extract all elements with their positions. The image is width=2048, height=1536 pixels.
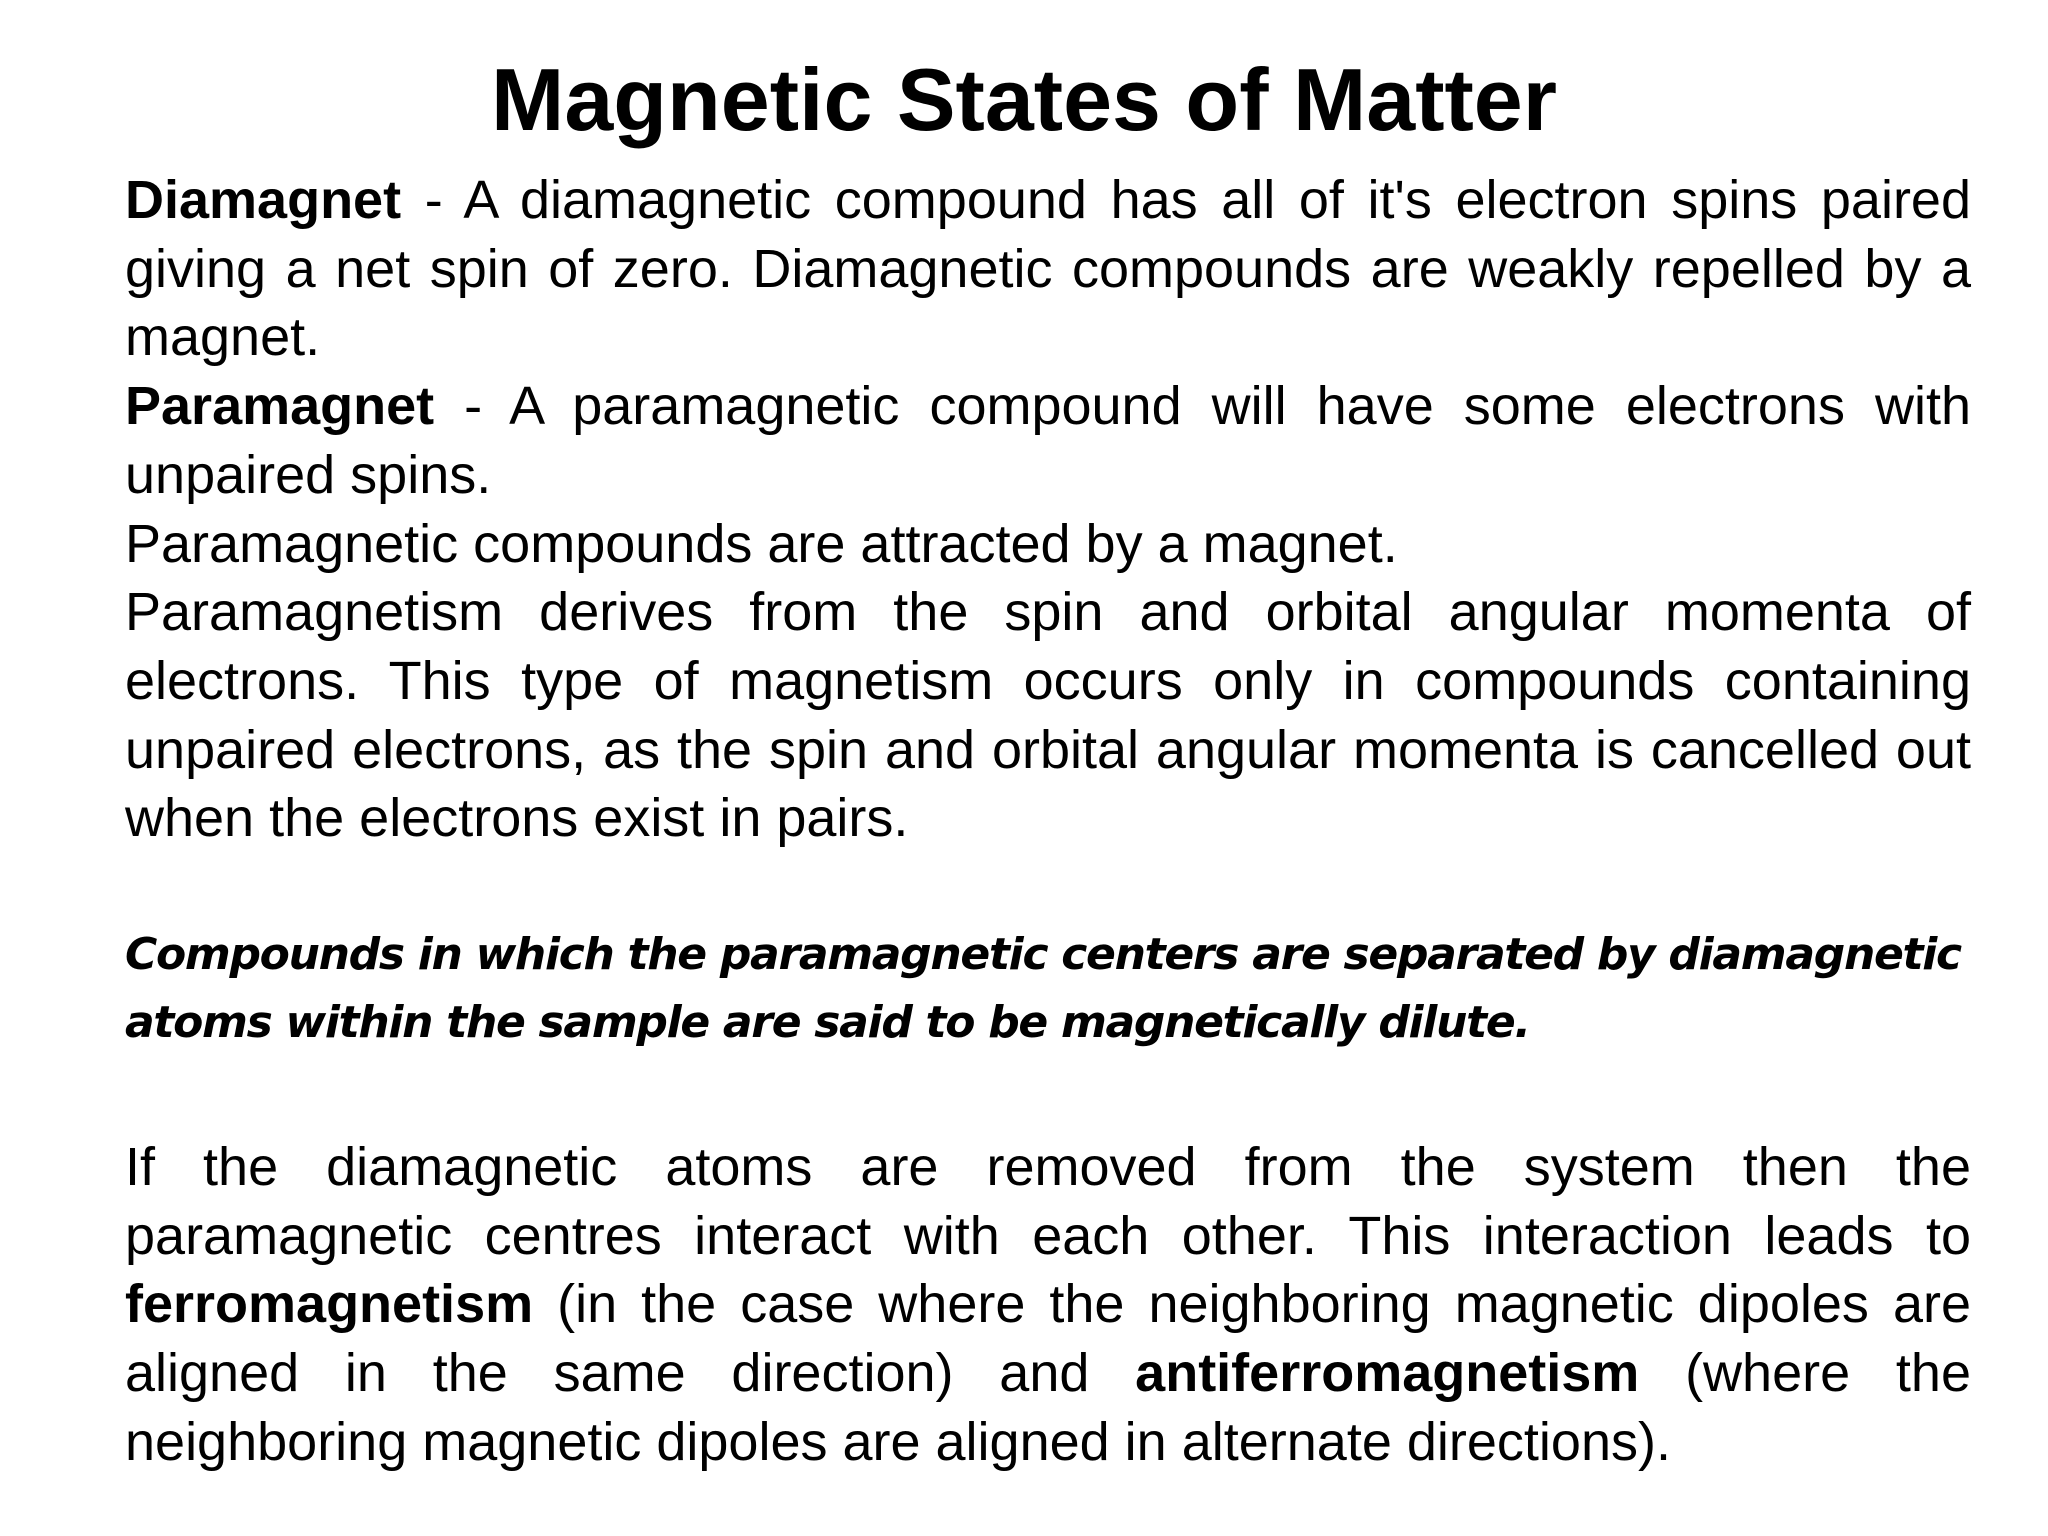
paramagnetic-attraction-text: Paramagnetic compounds are attracted by a magnet. — [125, 513, 1398, 574]
interaction-text-1: If the diamagnetic atoms are removed from the system then the paramagnetic centres interact with each other. This interaction leads to — [125, 1137, 1971, 1266]
interaction-text-3: (where the neighboring magnetic dipoles are aligned in alternate directions). — [125, 1343, 1971, 1472]
slide-title: Magnetic States of Matter — [491, 50, 1557, 149]
spacer — [125, 1057, 1971, 1133]
spacer — [125, 853, 1971, 921]
magnetically-dilute-note: Compounds in which the paramagnetic centers are separated by diamagnetic atoms within the sample are said to be magnetically dilute. — [125, 929, 1961, 1049]
paramagnet-paragraph — [125, 372, 1971, 509]
diamagnet-definition: - A diamagnetic compound has all of it's electron spins paired giving a net spin of zero. Diamagnetic compounds are weakly repelled by a magnet. — [125, 170, 1971, 368]
diamagnet-term: Diamagnet — [125, 170, 402, 230]
slide-body — [125, 166, 1971, 1477]
paramagnet-definition: - A paramagnetic compound will have some electrons with unpaired spins. — [125, 376, 1971, 505]
ferromagnetism-term: ferromagnetism — [125, 1274, 534, 1335]
interaction-text-2: (in the case where the neighboring magnetic dipoles are aligned in the same direction) and — [125, 1274, 1971, 1404]
paramagnetism-origin-text: Paramagnetism derives from the spin and orbital angular momenta of electrons. This type of magnetism occurs only in compounds containing unpaired electrons, as the spin and orbital angular momenta is cancelled out when the electrons exist in pairs. — [125, 582, 1971, 849]
antiferromagnetism-term: antiferromagnetism — [1135, 1343, 1640, 1404]
diamagnet-paragraph — [125, 166, 1971, 372]
paramagnet-term: Paramagnet — [125, 376, 435, 437]
interaction-paragraph — [125, 1133, 1971, 1477]
